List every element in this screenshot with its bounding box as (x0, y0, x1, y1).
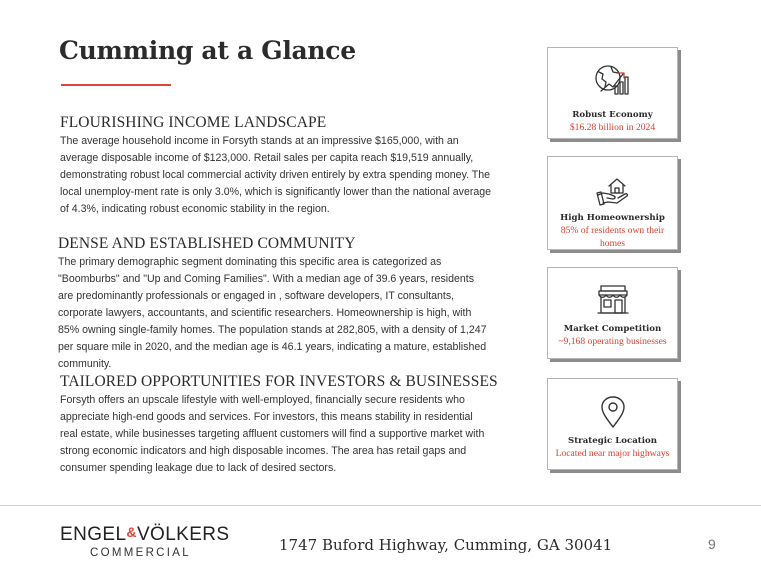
card-title: Market Competition (563, 324, 662, 334)
brand-subtitle: COMMERCIAL (90, 547, 191, 559)
card-subtitle: 85% of residents own their homes (560, 225, 665, 249)
card-strategic-location (547, 378, 678, 470)
page-number: 9 (708, 536, 716, 552)
brand-ampersand: & (126, 524, 137, 540)
page-title: Cumming at a Glance (59, 36, 356, 65)
property-address: 1747 Buford Highway, Cumming, GA 30041 (279, 536, 613, 554)
brand-logo (60, 524, 230, 559)
card-title: Strategic Location (568, 436, 657, 446)
brand-left: ENGEL (60, 524, 127, 545)
title-underline (61, 84, 171, 86)
section-heading: TAILORED OPPORTUNITIES FOR INVESTORS & BUSINESSES (60, 373, 498, 390)
section-body: Forsyth offers an upscale lifestyle with well-employed, financially secure residents who appreciate high-end goods and services. For investors, this means stability in residential real estate, while businesses targeting affluent customers will find a supportive market with strong economic indicators and high disposable incomes. The area has retail gaps and consumer spending leakage due to lack of desired sectors. (60, 394, 485, 474)
card-robust-economy (547, 47, 678, 139)
section-heading: DENSE AND ESTABLISHED COMMUNITY (58, 235, 356, 252)
storefront-icon (596, 284, 630, 321)
card-subtitle: $16.28 billion in 2024 (569, 122, 656, 133)
economy-growth-icon (593, 60, 633, 105)
home-in-hand-icon (595, 173, 631, 214)
section-body: The primary demographic segment dominating this specific area is categorized as "Boomburbs" and "Up and Coming Families". With a median age of 39.6 years, residents are predominantly professionals or engaged in , software developers, IT consultants, corporate lawyers, accountants, and scientific researchers. Homeownership is high, with 85% owning single-family homes. The population stands at 282,805, with a density of 1,247 per square mile in 2020, and the median age is 46.1 years, indicating a mature, established community. (58, 256, 487, 370)
section-income (60, 114, 492, 218)
card-title: High Homeownership (560, 213, 665, 223)
brand-right: VÖLKERS (136, 524, 230, 545)
card-title: Robust Economy (572, 110, 653, 120)
section-heading: FLOURISHING INCOME LANDSCAPE (60, 114, 327, 131)
section-body: The average household income in Forsyth stands at an impressive $165,000, with an average disposable income of $123,000. Retail sales per capita reach $19,519 annually, demonstrating robust local commercial activity driven entirely by extra spending money. The local unemploy-ment rate is only 3.0%, which is significantly lower than the national average of 4.3%, indicating robust economic stability in the region. (60, 135, 492, 215)
card-market-competition (547, 267, 678, 359)
brand-name (60, 524, 230, 546)
location-pin-icon (599, 395, 627, 434)
card-high-homeownership (547, 156, 678, 250)
section-opportunities (60, 373, 498, 477)
section-community (58, 235, 490, 373)
footer-divider (0, 505, 761, 506)
card-subtitle: Located near major highways (555, 448, 670, 459)
card-subtitle: ~9,168 operating businesses (558, 336, 667, 347)
